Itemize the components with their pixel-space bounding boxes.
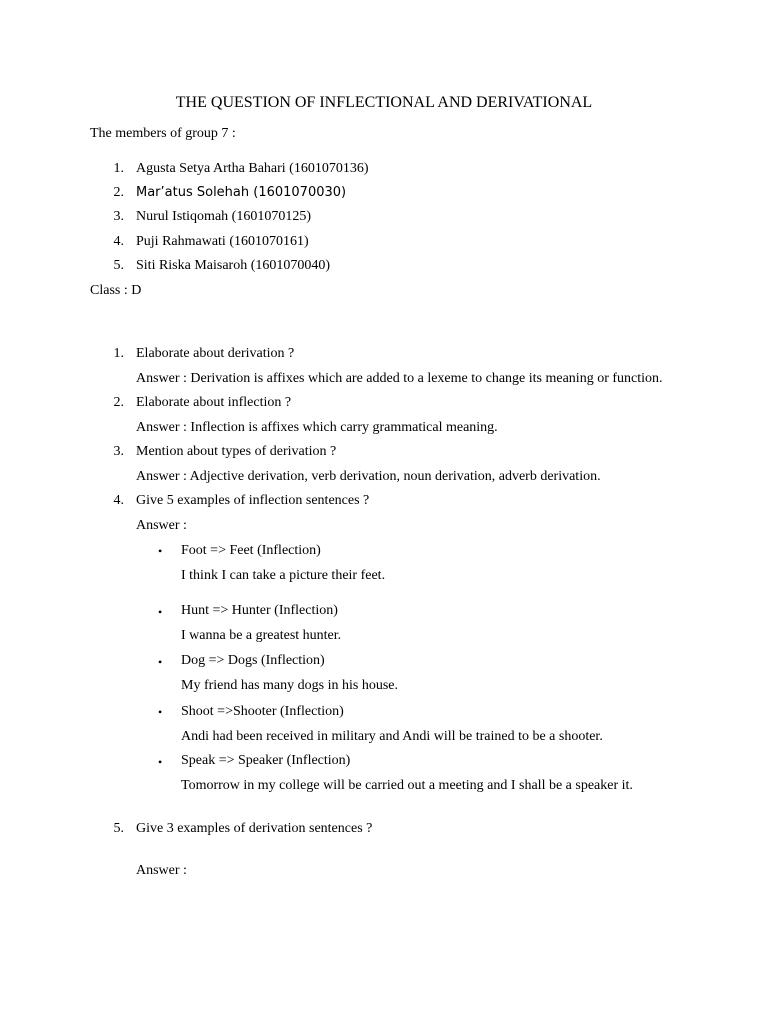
member-name: Nurul Istiqomah (1601070125) bbox=[136, 209, 311, 224]
bullet-icon: • bbox=[158, 605, 163, 619]
answer-text: Answer : bbox=[136, 863, 187, 878]
member-name: Siti Riska Maisaroh (1601070040) bbox=[136, 258, 331, 273]
question-number: 2. bbox=[113, 395, 124, 410]
example-word: Dog => Dogs (Inflection) bbox=[181, 653, 325, 668]
question-number: 1. bbox=[113, 346, 124, 361]
question-text: Give 5 examples of inflection sentences ? bbox=[136, 493, 370, 508]
example-word: Shoot =>Shooter (Inflection) bbox=[181, 704, 344, 719]
class-label: Class : D bbox=[90, 283, 142, 298]
answer-text: Answer : Adjective derivation, verb derivation, noun derivation, adverb derivation. bbox=[136, 469, 601, 484]
bullet-icon: • bbox=[158, 705, 163, 719]
example-sentence: My friend has many dogs in his house. bbox=[181, 678, 398, 693]
answer-text: Answer : bbox=[136, 518, 187, 533]
question-number: 5. bbox=[113, 821, 124, 836]
members-intro: The members of group 7 : bbox=[90, 126, 236, 141]
question-text: Elaborate about derivation ? bbox=[136, 346, 295, 361]
member-name: Mar’atus Solehah (1601070030) bbox=[136, 185, 347, 200]
question-text: Mention about types of derivation ? bbox=[136, 444, 337, 459]
example-word: Speak => Speaker (Inflection) bbox=[181, 753, 351, 768]
member-number: 5. bbox=[113, 258, 124, 273]
member-name: Puji Rahmawati (1601070161) bbox=[136, 234, 309, 249]
question-number: 3. bbox=[113, 444, 124, 459]
bullet-icon: • bbox=[158, 655, 163, 669]
example-sentence: I think I can take a picture their feet. bbox=[181, 568, 386, 583]
question-number: 4. bbox=[113, 493, 124, 508]
bullet-icon: • bbox=[158, 755, 163, 769]
answer-text: Answer : Derivation is affixes which are added to a lexeme to change its meaning or function. bbox=[136, 371, 663, 386]
member-number: 3. bbox=[113, 209, 124, 224]
example-sentence: Andi had been received in military and Andi will be trained to be a shooter. bbox=[181, 729, 603, 744]
member-number: 2. bbox=[113, 185, 124, 200]
member-name: Agusta Setya Artha Bahari (1601070136) bbox=[136, 161, 369, 176]
example-sentence: Tomorrow in my college will be carried out a meeting and I shall be a speaker it. bbox=[181, 778, 633, 793]
member-number: 4. bbox=[113, 234, 124, 249]
question-text: Elaborate about inflection ? bbox=[136, 395, 292, 410]
example-sentence: I wanna be a greatest hunter. bbox=[181, 628, 342, 643]
example-word: Foot => Feet (Inflection) bbox=[181, 543, 321, 558]
member-number: 1. bbox=[113, 161, 124, 176]
bullet-icon: • bbox=[158, 544, 163, 558]
answer-text: Answer : Inflection is affixes which carry grammatical meaning. bbox=[136, 420, 498, 435]
example-word: Hunt => Hunter (Inflection) bbox=[181, 603, 338, 618]
question-text: Give 3 examples of derivation sentences ? bbox=[136, 821, 373, 836]
document-title: THE QUESTION OF INFLECTIONAL AND DERIVATIONAL bbox=[175, 94, 593, 111]
